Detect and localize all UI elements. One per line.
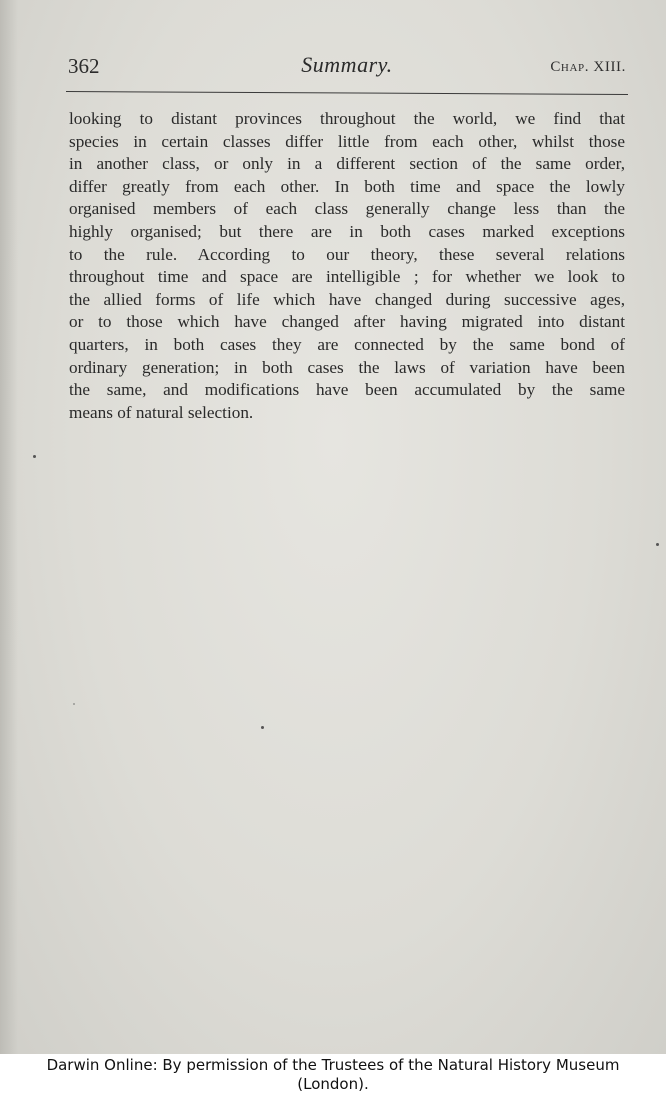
speck bbox=[33, 455, 36, 458]
page-gutter-shadow bbox=[0, 0, 18, 1094]
text-line: ordinary generation; in both cases the laws of variation have been bbox=[69, 357, 625, 377]
text-line: differ greatly from each other. In both time and space the lowly bbox=[69, 176, 625, 196]
text-line: organised members of each class generally change less than the bbox=[69, 199, 625, 219]
speck bbox=[656, 543, 659, 546]
text-line: looking to distant provinces throughout the world, we find that bbox=[69, 109, 625, 128]
attribution-line-2: (London). bbox=[297, 1075, 369, 1093]
text-line: species in certain classes differ little from each other, whilst those bbox=[69, 131, 625, 151]
text-line: to the rule. According to our theory, these several relations bbox=[69, 244, 625, 264]
page-number: 362 bbox=[68, 54, 100, 78]
attribution-line-1: Darwin Online: By permission of the Trustees of the Natural History Museum bbox=[46, 1056, 620, 1074]
running-title: Summary. bbox=[301, 52, 393, 77]
text-line: throughout time and space are intelligible ; for whether we look to bbox=[69, 267, 625, 287]
header-rule bbox=[66, 91, 628, 95]
speck bbox=[261, 726, 264, 729]
speck bbox=[73, 703, 75, 705]
attribution-caption bbox=[0, 1054, 666, 1094]
page-header bbox=[66, 52, 628, 86]
body-paragraph bbox=[69, 108, 625, 424]
chapter-label: Chap. XIII. bbox=[550, 59, 626, 75]
text-line: the same, and modifications have been accumulated by the same bbox=[69, 380, 625, 400]
text-line: the allied forms of life which have changed during successive ages, bbox=[69, 289, 625, 309]
text-line: highly organised; but there are in both cases marked exceptions bbox=[69, 221, 625, 241]
text-line: means of natural selection. bbox=[69, 402, 254, 422]
text-line: quarters, in both cases they are connected by the same bond of bbox=[69, 334, 625, 354]
text-line: or to those which have changed after having migrated into distant bbox=[69, 312, 625, 332]
text-line: in another class, or only in a different section of the same order, bbox=[69, 154, 625, 174]
